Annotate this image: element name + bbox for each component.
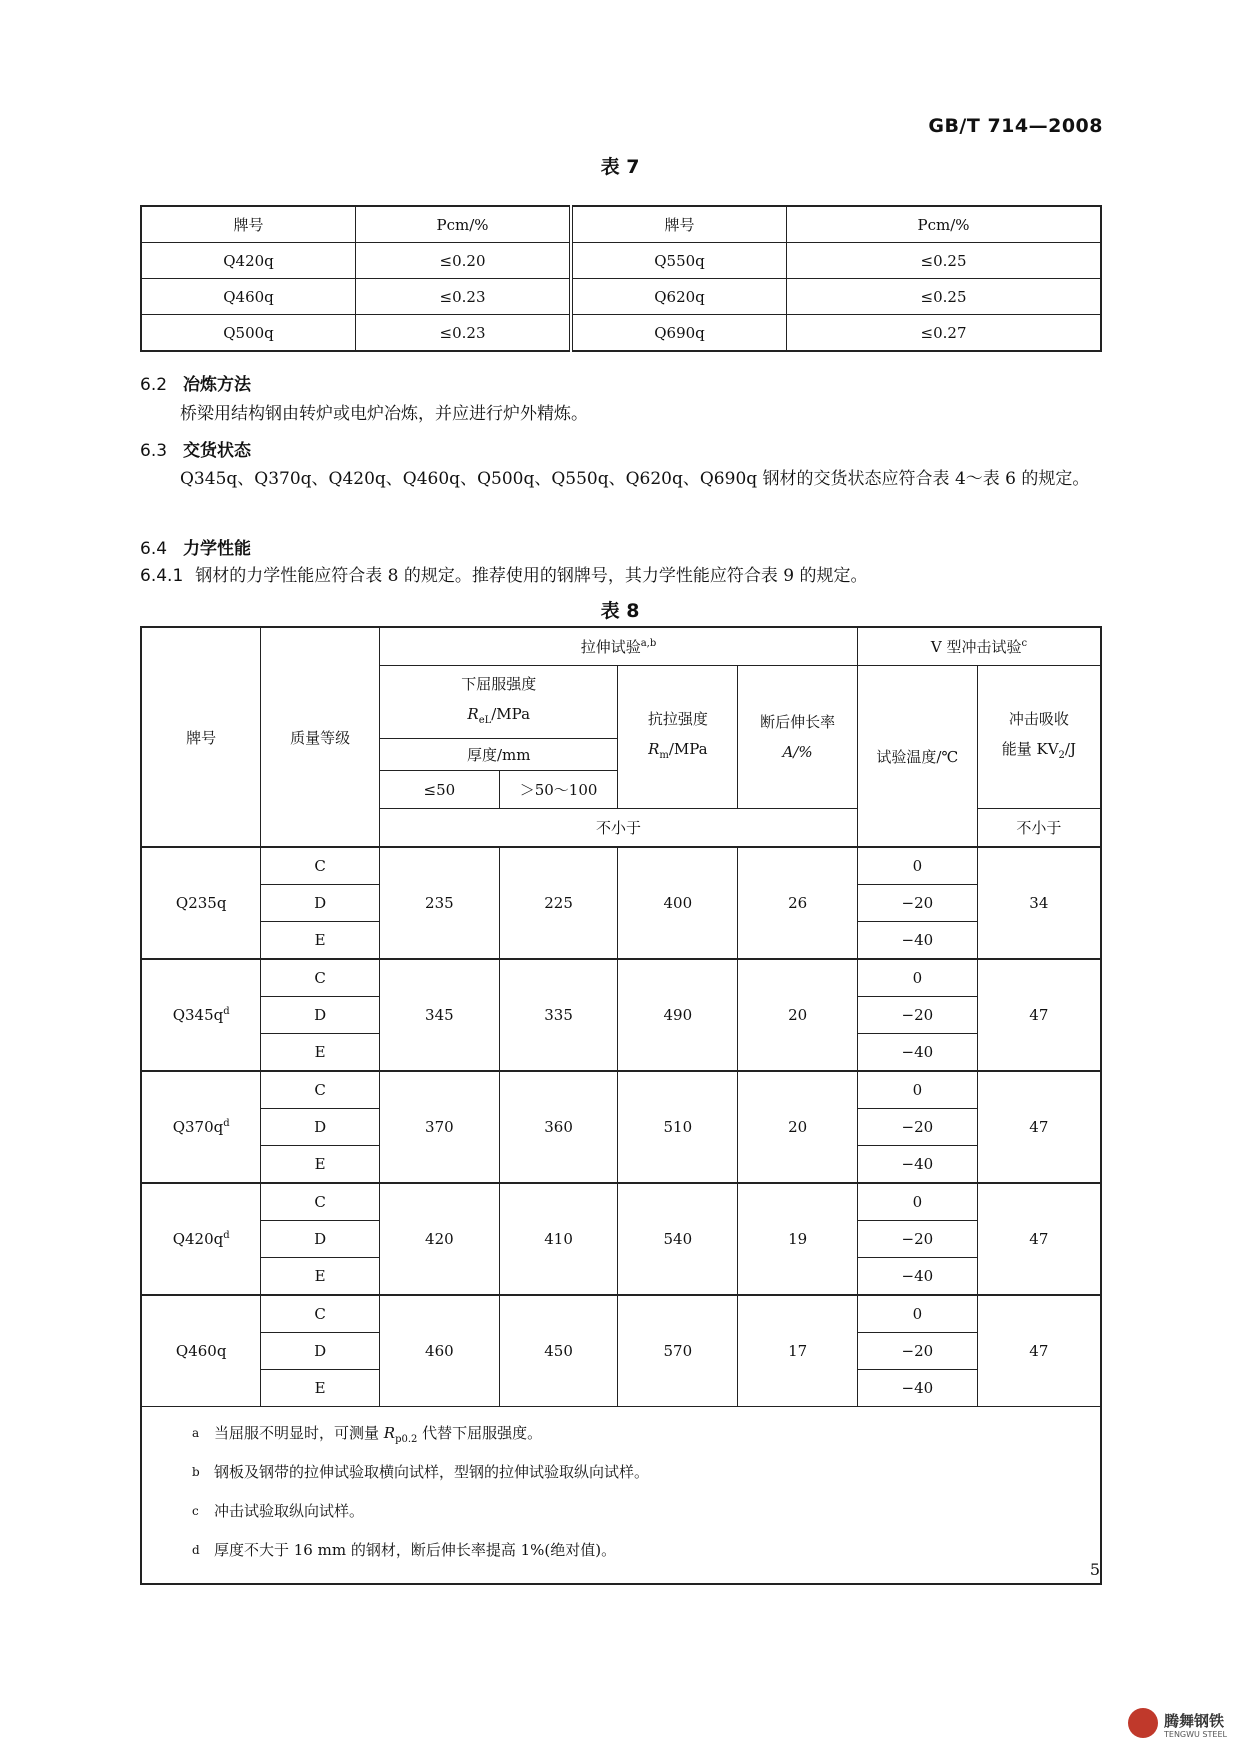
quality-cell: D: [261, 1333, 380, 1370]
yield-le50-cell: 235: [379, 847, 499, 959]
table8-header-temperature: 试验温度/℃: [857, 666, 977, 848]
footnote: d 厚度不大于 16 mm 的钢材，断后伸长率提高 1%(绝对值)。: [192, 1541, 617, 1559]
section-6-4-1-text: [140, 560, 1102, 593]
temperature-cell: 0: [857, 1071, 977, 1109]
table-row: [141, 1183, 1101, 1221]
table7-cell: ≤0.25: [787, 243, 1102, 279]
table7-header-cell: 牌号: [141, 206, 356, 243]
table8-header-th1: ≤50: [379, 771, 499, 809]
table7-header-row: [141, 206, 1101, 243]
table7-cell: Q460q: [141, 279, 356, 315]
quality-cell: C: [261, 1071, 380, 1109]
section-title: 交货状态: [183, 441, 252, 461]
temperature-cell: 0: [857, 847, 977, 885]
table7-cell: Q550q: [571, 243, 787, 279]
table7-cell: ≤0.23: [356, 315, 572, 352]
table8-header-grade: 牌号: [141, 627, 261, 847]
table-row: [141, 1071, 1101, 1109]
section-number: 6.4: [140, 539, 168, 559]
footnote: c 冲击试验取纵向试样。: [192, 1502, 365, 1520]
table8-header-notless: 不小于: [379, 809, 857, 848]
elongation-cell: 17: [738, 1295, 858, 1407]
table7-cell: Q620q: [571, 279, 787, 315]
energy-cell: 47: [977, 1295, 1101, 1407]
table-row: [141, 1295, 1101, 1333]
quality-cell: D: [261, 885, 380, 922]
section-title: 冶炼方法: [183, 375, 252, 395]
table8-caption: 表 8: [600, 600, 640, 622]
section-6-2-text: 桥梁用结构钢由转炉或电炉冶炼，并应进行炉外精炼。: [180, 404, 588, 424]
quality-cell: D: [261, 1109, 380, 1146]
yield-gt50-cell: 360: [499, 1071, 618, 1183]
table7-cell: ≤0.23: [356, 279, 572, 315]
temperature-cell: −20: [857, 885, 977, 922]
logo-subtext: TENGWU STEEL: [1164, 1730, 1227, 1739]
table8-header-quality: 质量等级: [261, 627, 380, 847]
quality-cell: D: [261, 1221, 380, 1258]
quality-cell: E: [261, 922, 380, 960]
energy-cell: 47: [977, 1183, 1101, 1295]
table8-header-row: [141, 627, 1101, 666]
yield-gt50-cell: 450: [499, 1295, 618, 1407]
section-6-3-heading: [140, 436, 251, 461]
table7-header-cell: Pcm/%: [356, 206, 572, 243]
quality-cell: C: [261, 959, 380, 997]
yield-le50-cell: 420: [379, 1183, 499, 1295]
temperature-cell: −40: [857, 1146, 977, 1184]
table-row: [141, 847, 1101, 885]
logo-text: 腾舞钢铁: [1164, 1712, 1225, 1730]
table8-header-tensile: 拉伸试验$^{a,b}$: [379, 627, 857, 666]
tensile-strength-cell: 540: [618, 1183, 738, 1295]
section-title: 力学性能: [183, 539, 252, 559]
quality-cell: C: [261, 1183, 380, 1221]
yield-gt50-cell: 410: [499, 1183, 618, 1295]
temperature-cell: 0: [857, 1183, 977, 1221]
table7-cell: Q420q: [141, 243, 356, 279]
table8-header-thickness: 厚度/mm: [379, 739, 617, 771]
footnote: b 钢板及钢带的拉伸试验取横向试样，型钢的拉伸试验取纵向试样。: [192, 1463, 650, 1481]
temperature-cell: −20: [857, 1109, 977, 1146]
temperature-cell: 0: [857, 959, 977, 997]
table8-header-notless: 不小于: [977, 809, 1101, 848]
table8: [140, 626, 1102, 1585]
elongation-cell: 26: [738, 847, 858, 959]
quality-cell: C: [261, 1295, 380, 1333]
table8-body: [141, 847, 1101, 1407]
grade-cell: $Q345q^d$: [141, 959, 261, 1071]
table7-cell: Q690q: [571, 315, 787, 352]
energy-cell: 47: [977, 1071, 1101, 1183]
table7: [140, 205, 1102, 352]
table7-cell: ≤0.27: [787, 315, 1102, 352]
tensile-strength-cell: 510: [618, 1071, 738, 1183]
section-number: 6.4.1: [140, 566, 184, 586]
table8-header-yield: 下屈服强度 $R_{eL}$/MPa: [379, 666, 617, 739]
grade-cell: $Q420q^d$: [141, 1183, 261, 1295]
table8-header-impact: V 型冲击试验$^c$: [857, 627, 1101, 666]
elongation-cell: 20: [738, 959, 858, 1071]
section-6-3-text: Q345q、Q370q、Q420q、Q460q、Q500q、Q550q、Q620q、Q690q 钢材的交货状态应符合表 4～表 6 的规定。: [180, 469, 1090, 489]
elongation-cell: 20: [738, 1071, 858, 1183]
section-6-2-heading: [140, 370, 251, 395]
tensile-strength-cell: 490: [618, 959, 738, 1071]
yield-le50-cell: 370: [379, 1071, 499, 1183]
table-row: [141, 315, 1101, 352]
temperature-cell: −40: [857, 922, 977, 960]
standard-code: GB/T 714—2008: [928, 115, 1103, 137]
yield-gt50-cell: 225: [499, 847, 618, 959]
energy-cell: 47: [977, 959, 1101, 1071]
table7-caption: 表 7: [600, 156, 640, 178]
section-number: 6.3: [140, 441, 168, 461]
elongation-cell: 19: [738, 1183, 858, 1295]
logo-badge-icon: [1128, 1708, 1158, 1738]
quality-cell: C: [261, 847, 380, 885]
temperature-cell: −20: [857, 997, 977, 1034]
table7-header-cell: Pcm/%: [787, 206, 1102, 243]
table7-cell: Q500q: [141, 315, 356, 352]
grade-cell: $Q370q^d$: [141, 1071, 261, 1183]
quality-cell: E: [261, 1370, 380, 1407]
temperature-cell: −40: [857, 1034, 977, 1072]
quality-cell: E: [261, 1146, 380, 1184]
table-row: [141, 959, 1101, 997]
temperature-cell: 0: [857, 1295, 977, 1333]
energy-cell: 34: [977, 847, 1101, 959]
table8-notes: [141, 1407, 1101, 1585]
temperature-cell: −40: [857, 1370, 977, 1407]
grade-cell: Q235q: [141, 847, 261, 959]
temperature-cell: −20: [857, 1221, 977, 1258]
tensile-strength-cell: 570: [618, 1295, 738, 1407]
yield-le50-cell: 460: [379, 1295, 499, 1407]
section-6-4-heading: [140, 534, 251, 559]
table8-header-th2: ＞50～100: [499, 771, 618, 809]
grade-cell: Q460q: [141, 1295, 261, 1407]
table7-cell: ≤0.25: [787, 279, 1102, 315]
page-number: 5: [1089, 1560, 1100, 1579]
quality-cell: E: [261, 1258, 380, 1296]
temperature-cell: −40: [857, 1258, 977, 1296]
section-body: 钢材的力学性能应符合表 8 的规定。推荐使用的钢牌号，其力学性能应符合表 9 的规定。: [195, 566, 868, 586]
brand-logo: [1128, 1700, 1240, 1744]
temperature-cell: −20: [857, 1333, 977, 1370]
table8-header-elongation: 断后伸长率 A/%: [738, 666, 858, 809]
tensile-strength-cell: 400: [618, 847, 738, 959]
table-row: [141, 279, 1101, 315]
yield-gt50-cell: 335: [499, 959, 618, 1071]
footnote: a 当屈服不明显时，可测量 $R_{p0.2}$ 代替下屈服强度。: [192, 1424, 543, 1445]
quality-cell: D: [261, 997, 380, 1034]
table8-header-energy: 冲击吸收 能量 $KV_2/J$: [977, 666, 1101, 809]
table-row: [141, 243, 1101, 279]
quality-cell: E: [261, 1034, 380, 1072]
table7-cell: ≤0.20: [356, 243, 572, 279]
table7-header-cell: 牌号: [571, 206, 787, 243]
table8-header-tensile-strength: 抗拉强度 $R_m$/MPa: [618, 666, 738, 809]
section-number: 6.2: [140, 375, 168, 395]
yield-le50-cell: 345: [379, 959, 499, 1071]
table8-notes-row: [141, 1407, 1101, 1585]
